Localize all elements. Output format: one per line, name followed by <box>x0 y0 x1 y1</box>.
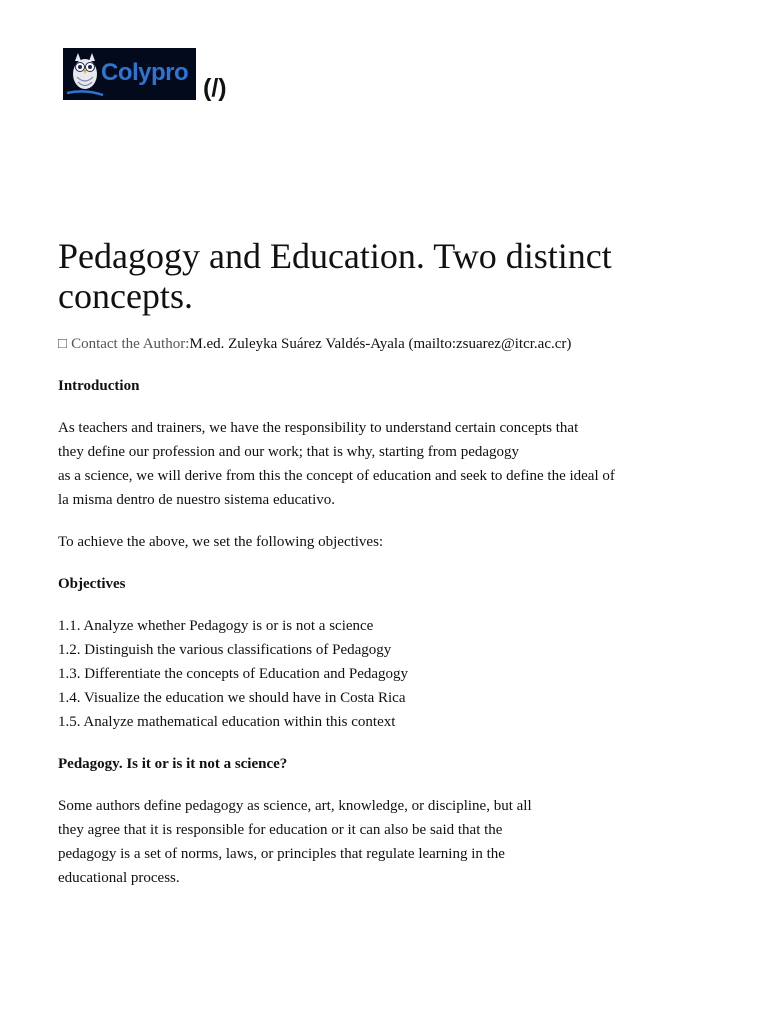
article-title: Pedagogy and Education. Two distinct concepts. <box>58 236 612 316</box>
logo-text: Colypro <box>101 59 189 86</box>
colypro-logo[interactable] <box>63 48 196 100</box>
science-paragraph: Some authors define pedagogy as science, art, knowledge, or discipline, but all they agree that it is responsible for education or it can also be said that the pedagogy is a set of norms, laws, or principles that regulate learning in the educational process. <box>58 798 532 886</box>
article <box>58 236 658 908</box>
list-item: 1.2. Distinguish the various classifications of Pedagogy <box>58 642 392 658</box>
site-header <box>63 48 227 100</box>
science-heading: Pedagogy. Is it or is it not a science? <box>58 756 288 772</box>
list-item: 1.1. Analyze whether Pedagogy is or is not a science <box>58 618 374 634</box>
objectives-list <box>58 614 658 734</box>
author-label: Contact the Author: <box>71 336 190 352</box>
objectives-heading: Objectives <box>58 576 126 592</box>
introduction-paragraph: As teachers and trainers, we have the responsibility to understand certain concepts that they define our profession and our work; that is why, starting from pedagogy as a science, we will derive from this the concept of education and seek to define the ideal of la misma dentro de nuestro sistema educativo. <box>58 420 615 508</box>
list-item: 1.5. Analyze mathematical education within this context <box>58 714 396 730</box>
list-item: 1.4. Visualize the education we should have in Costa Rica <box>58 690 406 706</box>
author-link[interactable]: M.ed. Zuleyka Suárez Valdés-Ayala (mailto:zsuarez@itcr.ac.cr) <box>189 336 572 352</box>
owl-icon <box>65 49 105 99</box>
author-line <box>58 332 658 356</box>
list-item: 1.3. Differentiate the concepts of Education and Pedagogy <box>58 666 409 682</box>
objectives-intro: To achieve the above, we set the following objectives: <box>58 534 384 550</box>
introduction-heading: Introduction <box>58 378 140 394</box>
mail-icon: □ <box>58 336 68 352</box>
home-link[interactable]: (/) <box>203 74 227 102</box>
